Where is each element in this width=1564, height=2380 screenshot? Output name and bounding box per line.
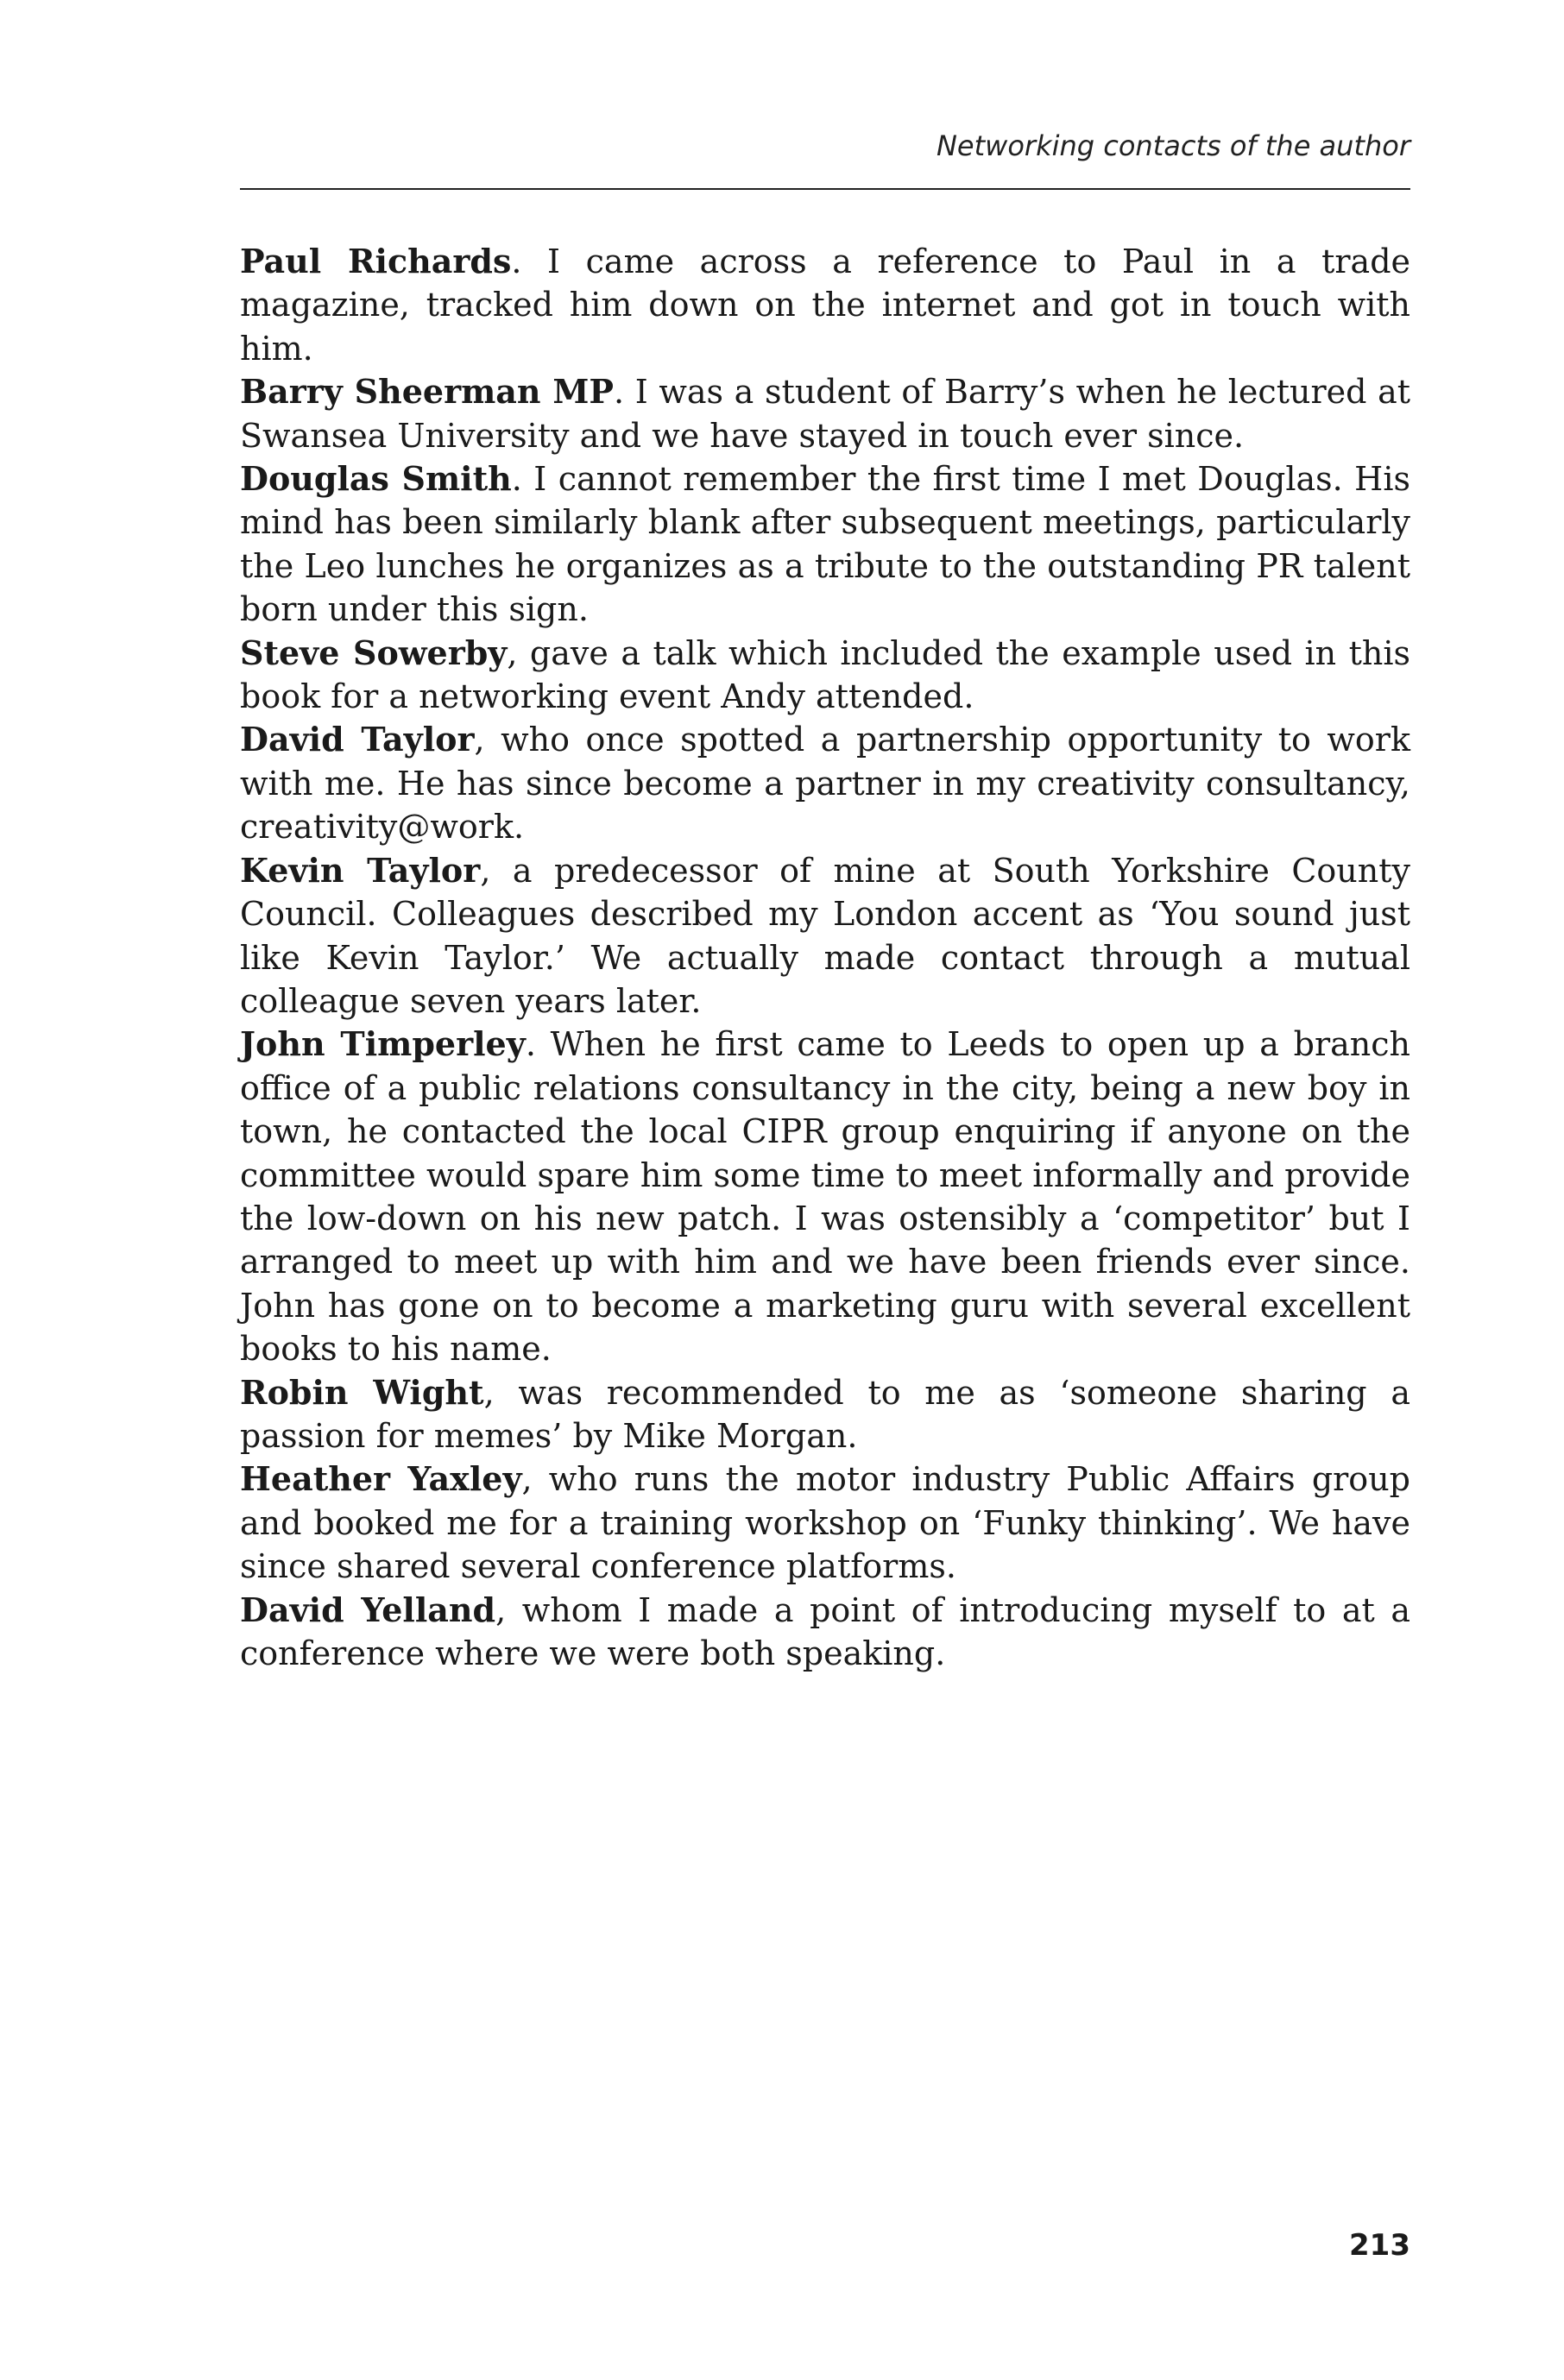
contact-name: Douglas Smith [240, 459, 512, 499]
contact-description: , whom I made a point of introducing myself to at a conference where we were both speaking. [240, 1590, 1410, 1672]
contact-description: , was recommended to me as ‘someone sharing a passion for memes’ by Mike Morgan. [240, 1373, 1410, 1455]
contact-name: Paul Richards [240, 242, 512, 280]
contact-entry-heather-yaxley [240, 1458, 1410, 1588]
contact-description: , who runs the motor industry Public Affairs group and booked me for a training workshop on ‘Funky thinking’. We have since shared several conference platforms. [240, 1460, 1410, 1586]
contact-name: John Timperley [240, 1024, 526, 1064]
contact-name: Robin Wight [240, 1372, 484, 1412]
contact-entry-john-timperley [240, 1023, 1410, 1370]
contact-name: Heather Yaxley [240, 1459, 522, 1499]
contacts-list [240, 240, 1410, 1675]
contact-entry-kevin-taylor [240, 849, 1410, 1023]
contact-entry-paul-richards [240, 240, 1410, 370]
contact-description: , who once spotted a partnership opportunity to work with me. He has since become a partner in my creativity consultancy, creativity@work. [240, 721, 1410, 847]
contact-name: David Taylor [240, 720, 475, 759]
contact-name: Steve Sowerby [240, 633, 508, 672]
contact-name: David Yelland [240, 1590, 496, 1629]
contact-entry-barry-sheerman [240, 370, 1410, 457]
contact-description: , gave a talk which included the example used in this book for a networking event Andy attended. [240, 633, 1410, 716]
contact-name: Barry Sheerman MP [240, 372, 614, 412]
contact-entry-robin-wight [240, 1371, 1410, 1458]
contact-entry-douglas-smith [240, 457, 1410, 632]
contact-description: . I came across a reference to Paul in a trade magazine, tracked him down on the internet and got in touch with him. [240, 242, 1411, 368]
contact-name: Kevin Taylor [240, 850, 481, 890]
contact-description: . I cannot remember the first time I met Douglas. His mind has been similarly blank after subsequent meetings, particularly the Leo lunches he organizes as a tribute to the outstanding PR talent born under this sign. [240, 460, 1410, 629]
page-number: 213 [1349, 2228, 1410, 2263]
contact-description: . When he first came to Leeds to open up a branch office of a public relations consultancy in the city, being a new boy in town, he contacted the local CIPR group enquiring if anyone on the committee would spare him some time to meet informally and provide the low-down on his new patch. I was ostensibly a ‘competitor’ but I arranged to meet up with him and we have been friends ever since. John has gone on to become a marketing guru with several excellent books to his name. [240, 1025, 1410, 1369]
running-head-title: Networking contacts of the author [936, 129, 1410, 162]
contact-description: . I was a student of Barry’s when he lectured at Swansea University and we have stayed in touch ever since. [240, 373, 1410, 455]
contact-entry-steve-sowerby [240, 632, 1410, 719]
contact-entry-david-yelland [240, 1589, 1410, 1676]
header-rule [240, 188, 1410, 190]
contact-description: , a predecessor of mine at South Yorkshire County Council. Colleagues described my London accent as ‘You sound just like Kevin Taylor.’ We actually made contact through a mutual colleague seven years later. [240, 851, 1410, 1020]
contact-entry-david-taylor [240, 718, 1410, 848]
